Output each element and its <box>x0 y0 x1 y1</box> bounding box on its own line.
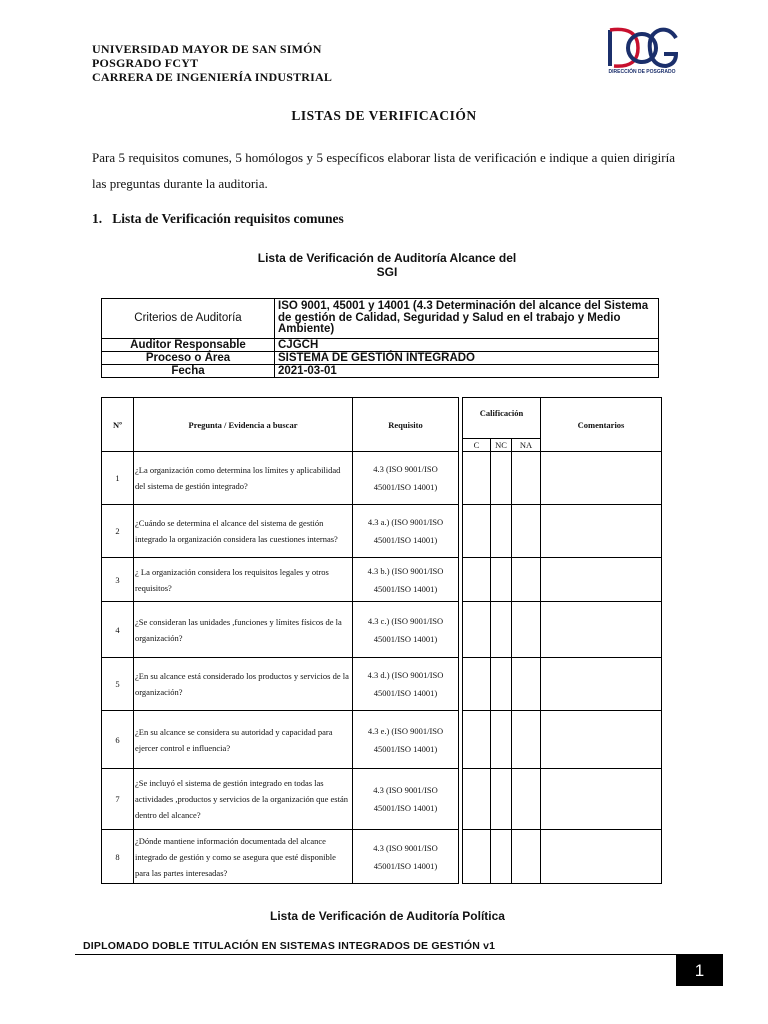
criterio-value: ISO 9001, 45001 y 14001 (4.3 Determinación del alcance del Sistema de gestión de Calidad, Seguridad y Salud en el trabajo y Medio Ambiente) <box>275 299 659 339</box>
row-requisito: 4.3 (ISO 9001/ISO 45001/ISO 14001) <box>353 830 459 884</box>
table-row <box>102 452 662 505</box>
cell-comentarios[interactable] <box>541 602 662 658</box>
cell-c[interactable] <box>463 602 491 658</box>
row-question: ¿Dónde mantiene información documentada del alcance integrado de gestión y como se asegura que esté disponible para las partes interesadas? <box>134 830 353 884</box>
info-row-auditor <box>102 339 659 352</box>
intro-paragraph: Para 5 requisitos comunes, 5 homólogos y 5 específicos elaborar lista de verificación e indique a quien dirigiría las preguntas durante la auditoria. <box>92 150 675 191</box>
row-requisito: 4.3 d.) (ISO 9001/ISO 45001/ISO 14001) <box>353 658 459 711</box>
university-name: UNIVERSIDAD MAYOR DE SAN SIMÓN <box>92 42 322 56</box>
header-nc: NC <box>491 439 512 452</box>
row-question: ¿ La organización considera los requisitos legales y otros requisitos? <box>134 558 353 602</box>
cell-comentarios[interactable] <box>541 830 662 884</box>
row-num: 3 <box>102 558 134 602</box>
cell-nc[interactable] <box>491 658 512 711</box>
cell-nc[interactable] <box>491 769 512 830</box>
cell-c[interactable] <box>463 711 491 769</box>
cell-nc[interactable] <box>491 830 512 884</box>
footer-rule <box>75 954 723 955</box>
row-question: ¿Se incluyó el sistema de gestión integrado en todas las actividades ,productos y servicios de la organización que están dentro del alcance? <box>134 769 353 830</box>
row-num: 7 <box>102 769 134 830</box>
row-num: 8 <box>102 830 134 884</box>
header-comentarios: Comentarios <box>541 398 662 452</box>
cell-na[interactable] <box>512 658 541 711</box>
cell-na[interactable] <box>512 505 541 558</box>
section-1-heading <box>92 211 344 227</box>
cell-comentarios[interactable] <box>541 658 662 711</box>
cell-comentarios[interactable] <box>541 769 662 830</box>
cell-comentarios[interactable] <box>541 711 662 769</box>
header-na: NA <box>512 439 541 452</box>
table-row <box>102 769 662 830</box>
fecha-value: 2021-03-01 <box>275 365 659 378</box>
cell-c[interactable] <box>463 558 491 602</box>
career-name: CARRERA DE INGENIERÍA INDUSTRIAL <box>92 70 333 84</box>
cell-nc[interactable] <box>491 558 512 602</box>
cell-c[interactable] <box>463 658 491 711</box>
section-1-number: 1. <box>92 211 103 226</box>
cell-na[interactable] <box>512 602 541 658</box>
row-requisito: 4.3 (ISO 9001/ISO 45001/ISO 14001) <box>353 452 459 505</box>
header-pregunta: Pregunta / Evidencia a buscar <box>134 398 353 452</box>
proceso-label: Proceso o Área <box>102 352 275 365</box>
row-num: 6 <box>102 711 134 769</box>
page-title: LISTAS DE VERIFICACIÓN <box>291 108 477 123</box>
row-num: 4 <box>102 602 134 658</box>
info-row-proceso <box>102 352 659 365</box>
section-1-title: Lista de Verificación requisitos comunes <box>112 211 344 226</box>
checklist-subtitle-policy: Lista de Verificación de Auditoría Política <box>270 909 505 923</box>
logo-caption: DIRECCIÓN DE POSGRADO <box>608 69 676 75</box>
info-row-fecha <box>102 365 659 378</box>
cell-na[interactable] <box>512 830 541 884</box>
audit-info-table <box>101 298 659 378</box>
cell-nc[interactable] <box>491 452 512 505</box>
row-requisito: 4.3 (ISO 9001/ISO 45001/ISO 14001) <box>353 769 459 830</box>
cell-nc[interactable] <box>491 602 512 658</box>
cell-c[interactable] <box>463 830 491 884</box>
row-requisito: 4.3 a.) (ISO 9001/ISO 45001/ISO 14001) <box>353 505 459 558</box>
row-num: 2 <box>102 505 134 558</box>
row-requisito: 4.3 b.) (ISO 9001/ISO 45001/ISO 14001) <box>353 558 459 602</box>
cell-c[interactable] <box>463 452 491 505</box>
cell-comentarios[interactable] <box>541 452 662 505</box>
proceso-value: SISTEMA DE GESTIÓN INTEGRADO <box>275 352 659 365</box>
checklist-header-row <box>102 398 662 439</box>
footer-text: DIPLOMADO DOBLE TITULACIÓN EN SISTEMAS INTEGRADOS DE GESTIÓN v1 <box>83 940 496 952</box>
criterio-label: Criterios de Auditoría <box>102 299 275 339</box>
table-row <box>102 830 662 884</box>
row-requisito: 4.3 e.) (ISO 9001/ISO 45001/ISO 14001) <box>353 711 459 769</box>
table-row <box>102 505 662 558</box>
row-question: ¿Cuándo se determina el alcance del sistema de gestión integrado la organización considera las cuestiones internas? <box>134 505 353 558</box>
auditor-value: CJGCH <box>275 339 659 352</box>
cell-na[interactable] <box>512 452 541 505</box>
cell-c[interactable] <box>463 505 491 558</box>
header-num: Nº <box>102 398 134 452</box>
row-question: ¿En su alcance se considera su autoridad y capacidad para ejercer control e influencia? <box>134 711 353 769</box>
auditor-label: Auditor Responsable <box>102 339 275 352</box>
cell-comentarios[interactable] <box>541 505 662 558</box>
table-row <box>102 711 662 769</box>
table-row <box>102 558 662 602</box>
page-number: 1 <box>676 955 723 986</box>
row-question: ¿Se consideran las unidades ,funciones y límites físicos de la organización? <box>134 602 353 658</box>
faculty-name: POSGRADO FCYT <box>92 56 199 70</box>
checklist-subtitle-scope: Lista de Verificación de Auditoría Alcance del SGI <box>257 251 517 279</box>
row-question: ¿La organización como determina los límites y aplicabilidad del sistema de gestión integrado? <box>134 452 353 505</box>
cell-comentarios[interactable] <box>541 558 662 602</box>
table-row <box>102 602 662 658</box>
cell-na[interactable] <box>512 711 541 769</box>
header-calificacion: Calificación <box>463 398 541 439</box>
table-row <box>102 658 662 711</box>
row-question: ¿En su alcance está considerado los productos y servicios de la organización? <box>134 658 353 711</box>
cell-nc[interactable] <box>491 505 512 558</box>
info-row-criterio <box>102 299 659 339</box>
header-c: C <box>463 439 491 452</box>
cell-nc[interactable] <box>491 711 512 769</box>
cell-na[interactable] <box>512 558 541 602</box>
cell-na[interactable] <box>512 769 541 830</box>
row-num: 5 <box>102 658 134 711</box>
cell-c[interactable] <box>463 769 491 830</box>
header-requisito: Requisito <box>353 398 459 452</box>
checklist-table <box>101 397 662 884</box>
fecha-label: Fecha <box>102 365 275 378</box>
row-requisito: 4.3 c.) (ISO 9001/ISO 45001/ISO 14001) <box>353 602 459 658</box>
row-num: 1 <box>102 452 134 505</box>
